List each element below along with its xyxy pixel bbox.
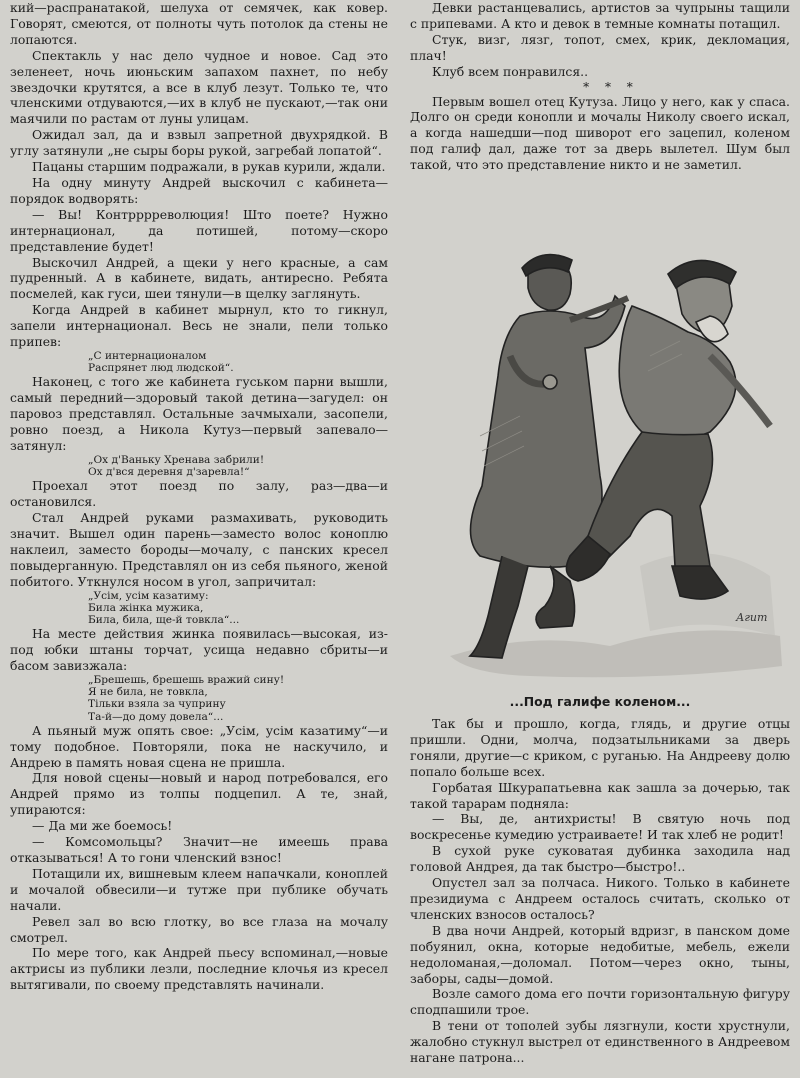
paragraph: Клуб всем понравился.. — [432, 63, 589, 79]
paragraph: Опустел зал за полчаса. Никого. Только в кабинете президиума с Андреем осталось считать, сколько от членских взносов осталось? — [410, 875, 790, 922]
paragraph: Так бы и прошло, когда, глядь, и другие отцы пришли. Одни, молча, подзатыльниками за дверь гоняли, другие—с криком, с руганью. На Андрееву долю попало больше всех. — [410, 716, 790, 779]
paragraph: Спектакль у нас дело чудное и новое. Сад это зеленеет, ночь июньским запахом пахнет, по небу звездочки крутятся, а все в клуб лезут. Только те, что членскими отдуваются,—их в клуб не пускают,—так они маячили по растам от луны улицам. — [10, 47, 388, 127]
paragraph: Возле самого дома его почти горизонтальную фигуру сподпашили трое. — [410, 986, 790, 1018]
two-men-drawing — [410, 236, 790, 686]
left-column — [10, 0, 388, 993]
paragraph: — Вы, де, антихристы! В святую ночь под воскресенье кумедию устраиваете! И так хлеб не родит! — [410, 811, 790, 843]
verse-block — [88, 590, 388, 627]
paragraph: Ожидал зал, да и взвыл запретной двухрядкой. В углу затянули „не сыры боры рукой, загребай лопатой“. — [10, 127, 388, 159]
verse-line: „Брешешь, брешешь вражий сину! — [88, 673, 285, 686]
paragraph: Девки растанцевались, артистов за чупрыны тащили с припевами. А кто и девок в темные комнаты потащил. — [410, 0, 790, 31]
verse-block — [88, 350, 388, 374]
paragraph: По мере того, как Андрей пьесу вспоминал,—новые актрисы из публики лезли, последние клочья из кресел вытягивали, по своему представлять начинали. — [10, 945, 388, 993]
verse-block — [88, 674, 388, 723]
paragraph: Первым вошел отец Кутуза. Лицо у него, как у спаса. Долго он среди конопли и мочалы Николу своего искал, а когда нашедши—под шиворот его зацепил, коленом под галиф дал, даже тот за дверь вылетел. Шум был такой, что это представление никто и не заметил. — [410, 93, 790, 173]
illustration — [410, 236, 790, 686]
paragraph: На месте действия жинка появилась—высокая, из-под юбки штаны торчат, усища недавно сбриты—и басом завизжала: — [10, 626, 388, 674]
verse-line: Ох д'вся деревня д'заревла!“ — [88, 466, 250, 479]
paragraph: Наконец, с того же кабинета гуськом парни вышли, самый передний—здоровый такой детина—загудел: он паровоз представлял. Остальные зачмыхали, засопели, ровно поезд, а Никола Кутуз—первый запевало—затянул: — [10, 374, 388, 453]
verse-line: Я не била, не товкла, — [88, 686, 208, 699]
paragraph: Стал Андрей руками размахивать, руководить значит. Вышел один парень—заместо волос коноплю наклеил, заместо бороды—мочалу, с панских кресел повыдерганную. Представлял он из себя пьяного, женой побитого. Уткнулся носом в угол, запричитал: — [10, 510, 388, 589]
paragraph: Ревел зал во всю глотку, во все глаза на мочалу смотрел. — [10, 913, 388, 945]
verse-line: Тільки взяла за чуприну — [88, 698, 226, 711]
artist-signature: Агит — [736, 611, 768, 624]
paragraph: Когда Андрей в кабинет мырнул, кто то гикнул, запели интернационал. Весь не знали, пели только припев: — [10, 302, 388, 350]
paragraph: — Да ми же боемось! — [32, 818, 173, 834]
paragraph: Выскочил Андрей, а щеки у него красные, а сам пудренный. А в кабинете, видать, антиресно. Ребята посмелей, как гуси, шеи тянули—в щелку заглянуть. — [10, 254, 388, 302]
verse-line: Распрянет люд людской“. — [88, 362, 234, 375]
paragraph: Проехал этот поезд по залу, раз—два—и остановился. — [10, 478, 388, 510]
paragraph: — Комсомольцы? Значит—не имеешь права отказываться! А то гони членский взнос! — [10, 834, 388, 866]
right-column-top — [410, 0, 790, 173]
paragraph: Пацаны старшим подражали, в рукав курили, ждали. — [32, 159, 386, 175]
paragraph: Потащили их, вишневым клеем напачкали, коноплей и мочалой обвесили—и тутже при публике обучать начали. — [10, 865, 388, 913]
paragraph: На одну минуту Андрей выскочил с кабинета—порядок водворять: — [10, 174, 388, 206]
paragraph: В сухой руке суковатая дубинка заходила над головой Андрея, да так быстро—быстро!.. — [410, 843, 790, 875]
section-separator: * * * — [583, 79, 639, 94]
verse-block — [88, 454, 388, 478]
paragraph: В тени от тополей зубы лязгнули, кости хрустнули, жалобно стукнул выстрел от единственного в Андреевом нагане патрона... — [410, 1018, 790, 1066]
paragraph: кий—распранатакой, шелуха от семячек, как ковер. Говорят, смеются, от полноты чуть потолок да стены не лопаются. — [10, 0, 388, 47]
paragraph: Для новой сцены—новый и народ потребовался, его Андрей прямо из толпы подцепил. А те, знай, упираются: — [10, 770, 388, 818]
right-column-bottom — [410, 716, 790, 1066]
paragraph: В два ночи Андрей, который вдризг, в панском доме побуянил, окна, которые недобитые, мебель, ежели недоломаная,—доломал. Потом—через окно, тыны, заборы, сады—домой. — [410, 922, 790, 986]
paragraph: — Вы! Контрррреволюция! Што поете? Нужно интернационал, да потишей, потому—скоро представление будет! — [10, 206, 388, 254]
paragraph: Стук, визг, лязг, топот, смех, крик, декломация, плач! — [410, 31, 790, 63]
illustration-caption: ...Под галифе коленом... — [509, 694, 691, 709]
verse-line: „Усім, усім казатиму: — [88, 589, 209, 602]
verse-line: „Ох д'Ваньку Хренава забрили! — [88, 453, 265, 466]
paragraph: А пьяный муж опять свое: „Усім, усім казатиму“—и тому подобное. Повторяли, пока не наскучило, и Андрею в память новая сцена не пришла. — [10, 722, 388, 770]
verse-line: „С интернационалом — [88, 349, 207, 362]
verse-line: Била, била, ще-й товкла“... — [88, 614, 240, 627]
verse-line: Та-й—до дому довела“... — [88, 710, 224, 723]
paragraph: Горбатая Шкурапатьевна как зашла за дочерью, так такой тарарам подняла: — [410, 779, 790, 811]
verse-line: Била жінка мужика, — [88, 601, 204, 614]
